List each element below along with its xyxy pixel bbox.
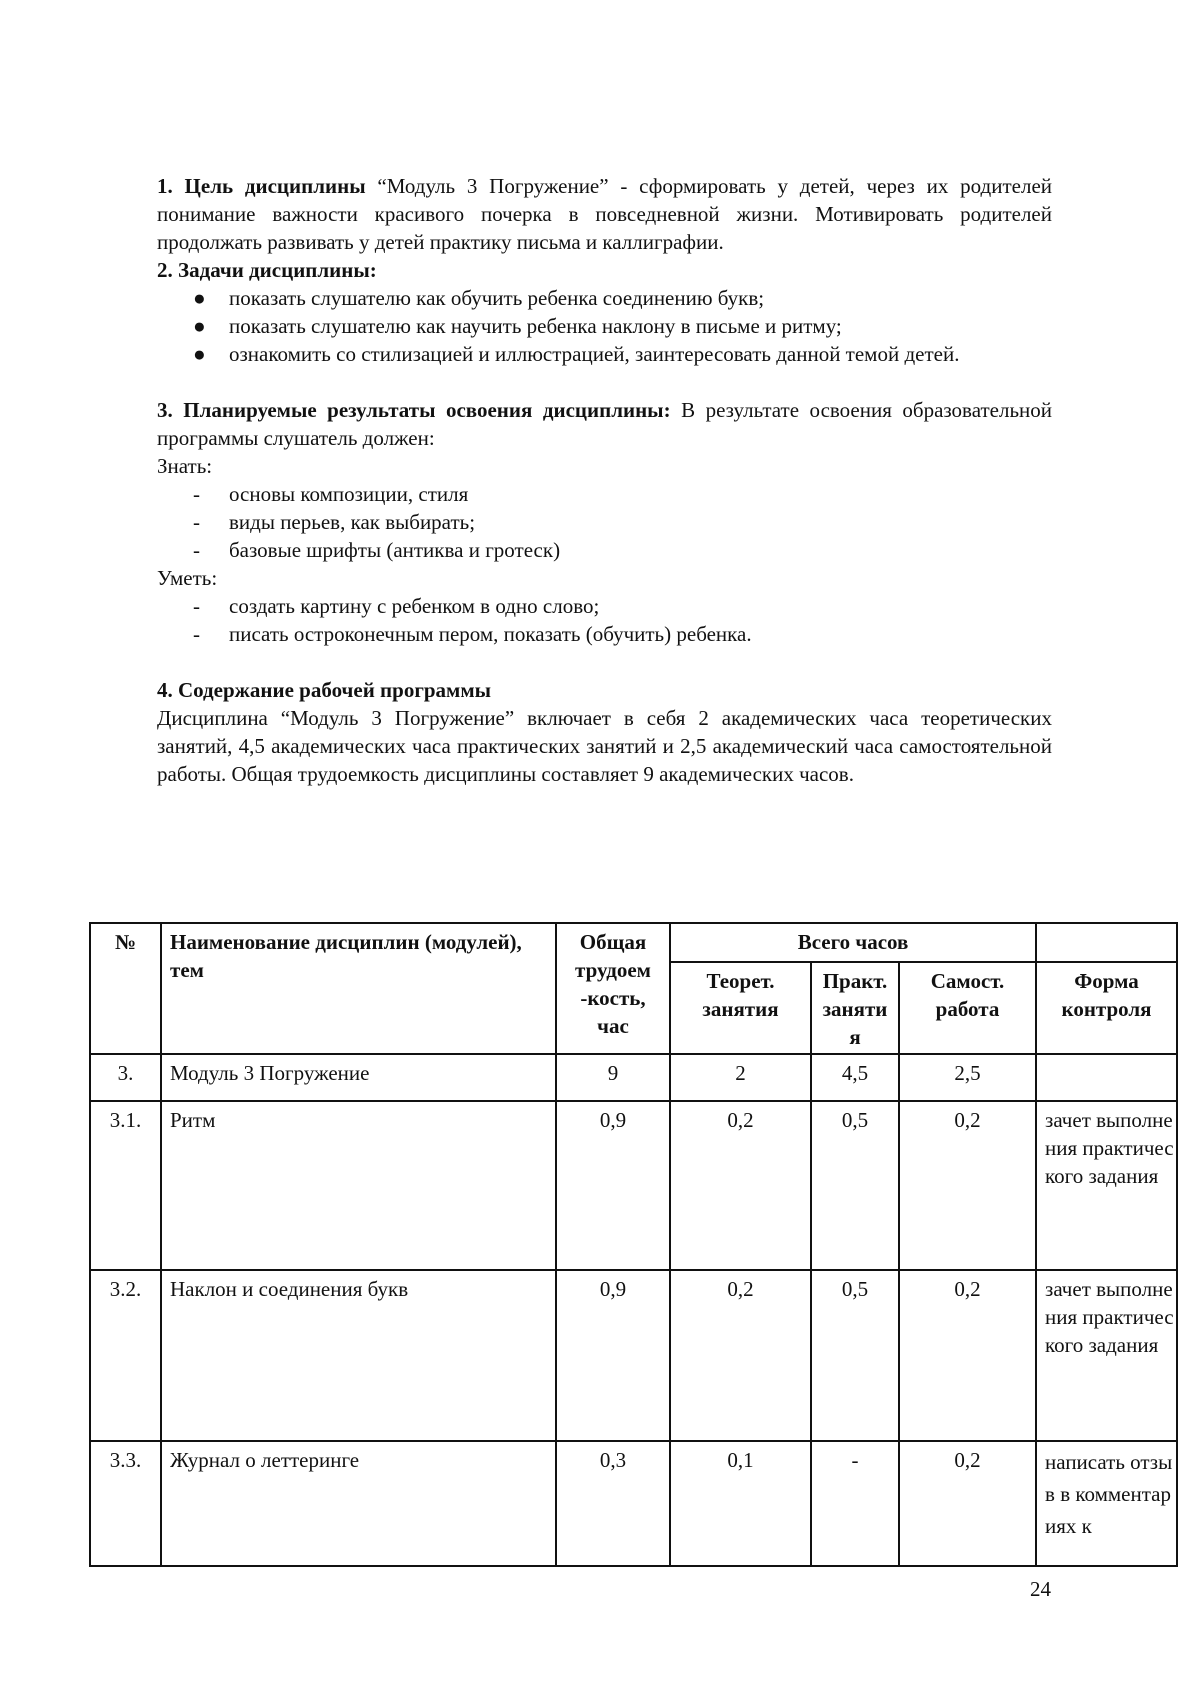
dash-icon: - bbox=[193, 482, 200, 506]
cell-self: 0,2 bbox=[899, 1101, 1036, 1270]
section-content-text: Дисциплина “Модуль 3 Погружение” включает в себя 2 академических часа теоретических занятий, 4,5 академических часа практических занятий и 2,5 академический часа самостоятельной работы. Общая трудоемкость дисциплины составляет 9 академических часов. bbox=[157, 706, 1052, 786]
cell-name: Модуль 3 Погружение bbox=[161, 1054, 556, 1101]
cell-theory: 0,2 bbox=[670, 1101, 811, 1270]
section-results-text: В результате освоения образовательной программы слушатель должен: bbox=[157, 398, 1053, 450]
header-theory: Теорет. занятия bbox=[670, 962, 811, 1054]
table-row bbox=[90, 1270, 1177, 1441]
able-list bbox=[157, 592, 1052, 648]
list-item: - основы композиции, стиля bbox=[193, 482, 469, 506]
bullet-icon: ● bbox=[193, 314, 206, 338]
dash-icon: - bbox=[193, 594, 200, 618]
cell-theory: 0,2 bbox=[670, 1270, 811, 1441]
cell-num: 3.2. bbox=[90, 1270, 161, 1441]
page-number: 24 bbox=[1030, 1577, 1051, 1601]
header-control: Форма контроля bbox=[1036, 962, 1177, 1054]
cell-practice: 0,5 bbox=[811, 1101, 899, 1270]
header-group-hours: Всего часов bbox=[670, 923, 1036, 962]
dash-icon: - bbox=[193, 538, 200, 562]
header-name: Наименование дисциплин (модулей), тем bbox=[161, 923, 556, 1054]
spacer bbox=[157, 648, 1052, 676]
cell-num: 3.1. bbox=[90, 1101, 161, 1270]
table-row bbox=[90, 1101, 1177, 1270]
table-row bbox=[90, 1054, 1177, 1101]
header-num: № bbox=[90, 923, 161, 1054]
know-label: Знать: bbox=[157, 454, 213, 478]
cell-practice: - bbox=[811, 1441, 899, 1566]
cell-control: написать отзыв в комментариях к bbox=[1036, 1441, 1177, 1566]
cell-practice: 0,5 bbox=[811, 1270, 899, 1441]
list-item: - виды перьев, как выбирать; bbox=[193, 510, 476, 534]
cell-num: 3.3. bbox=[90, 1441, 161, 1566]
section-results-heading: 3. Планируемые результаты освоения дисциплины: bbox=[157, 398, 671, 422]
cell-total: 0,9 bbox=[556, 1270, 670, 1441]
know-list bbox=[157, 480, 1052, 564]
dash-icon: - bbox=[193, 510, 200, 534]
cell-control bbox=[1036, 1054, 1177, 1101]
cell-self: 2,5 bbox=[899, 1054, 1036, 1101]
cell-total: 0,9 bbox=[556, 1101, 670, 1270]
curriculum-table bbox=[89, 922, 1178, 1567]
cell-control: зачет выполнения практического задания bbox=[1036, 1101, 1177, 1270]
cell-name: Журнал о леттеринге bbox=[161, 1441, 556, 1566]
table-header-row bbox=[90, 923, 1177, 962]
document-body bbox=[157, 172, 1052, 788]
list-item: ● показать слушателю как научить ребенка наклону в письме и ритму; bbox=[193, 314, 842, 338]
spacer bbox=[157, 368, 1052, 396]
list-item: ● показать слушателю как обучить ребенка соединению букв; bbox=[193, 286, 765, 310]
section-goal-text: “Модуль 3 Погружение” - сформировать у детей, через их родителей понимание важности красивого почерка в повседневной жизни. Мотивировать родителей продолжать развивать у детей практику письма и каллиграфии. bbox=[157, 174, 1053, 254]
bullet-icon: ● bbox=[193, 342, 206, 366]
section-tasks-heading: 2. Задачи дисциплины: bbox=[157, 258, 377, 282]
cell-total: 0,3 bbox=[556, 1441, 670, 1566]
header-self: Самост. работа bbox=[899, 962, 1036, 1054]
cell-theory: 2 bbox=[670, 1054, 811, 1101]
header-empty bbox=[1036, 923, 1177, 962]
cell-theory: 0,1 bbox=[670, 1441, 811, 1566]
section-content-heading: 4. Содержание рабочей программы bbox=[157, 678, 492, 702]
cell-name: Ритм bbox=[161, 1101, 556, 1270]
list-item: - базовые шрифты (антиква и гротеск) bbox=[193, 538, 561, 562]
list-item: ● ознакомить со стилизацией и иллюстрацией, заинтересовать данной темой детей. bbox=[193, 342, 960, 366]
section-goal-heading: 1. Цель дисциплины bbox=[157, 174, 366, 198]
dash-icon: - bbox=[193, 622, 200, 646]
cell-self: 0,2 bbox=[899, 1270, 1036, 1441]
cell-practice: 4,5 bbox=[811, 1054, 899, 1101]
able-label: Уметь: bbox=[157, 566, 218, 590]
tasks-list bbox=[157, 284, 1052, 368]
cell-self: 0,2 bbox=[899, 1441, 1036, 1566]
table-row bbox=[90, 1441, 1177, 1566]
list-item: - писать остроконечным пером, показать (обучить) ребенка. bbox=[193, 622, 752, 646]
cell-total: 9 bbox=[556, 1054, 670, 1101]
section-goal bbox=[157, 172, 1052, 256]
cell-num: 3. bbox=[90, 1054, 161, 1101]
bullet-icon: ● bbox=[193, 286, 206, 310]
list-item: - создать картину с ребенком в одно слово; bbox=[193, 594, 600, 618]
section-results bbox=[157, 396, 1052, 452]
cell-name: Наклон и соединения букв bbox=[161, 1270, 556, 1441]
header-total: Общая трудоем -кость, час bbox=[556, 923, 670, 1054]
header-practice: Практ. заняти я bbox=[811, 962, 899, 1054]
cell-control: зачет выполнения практического задания bbox=[1036, 1270, 1177, 1441]
